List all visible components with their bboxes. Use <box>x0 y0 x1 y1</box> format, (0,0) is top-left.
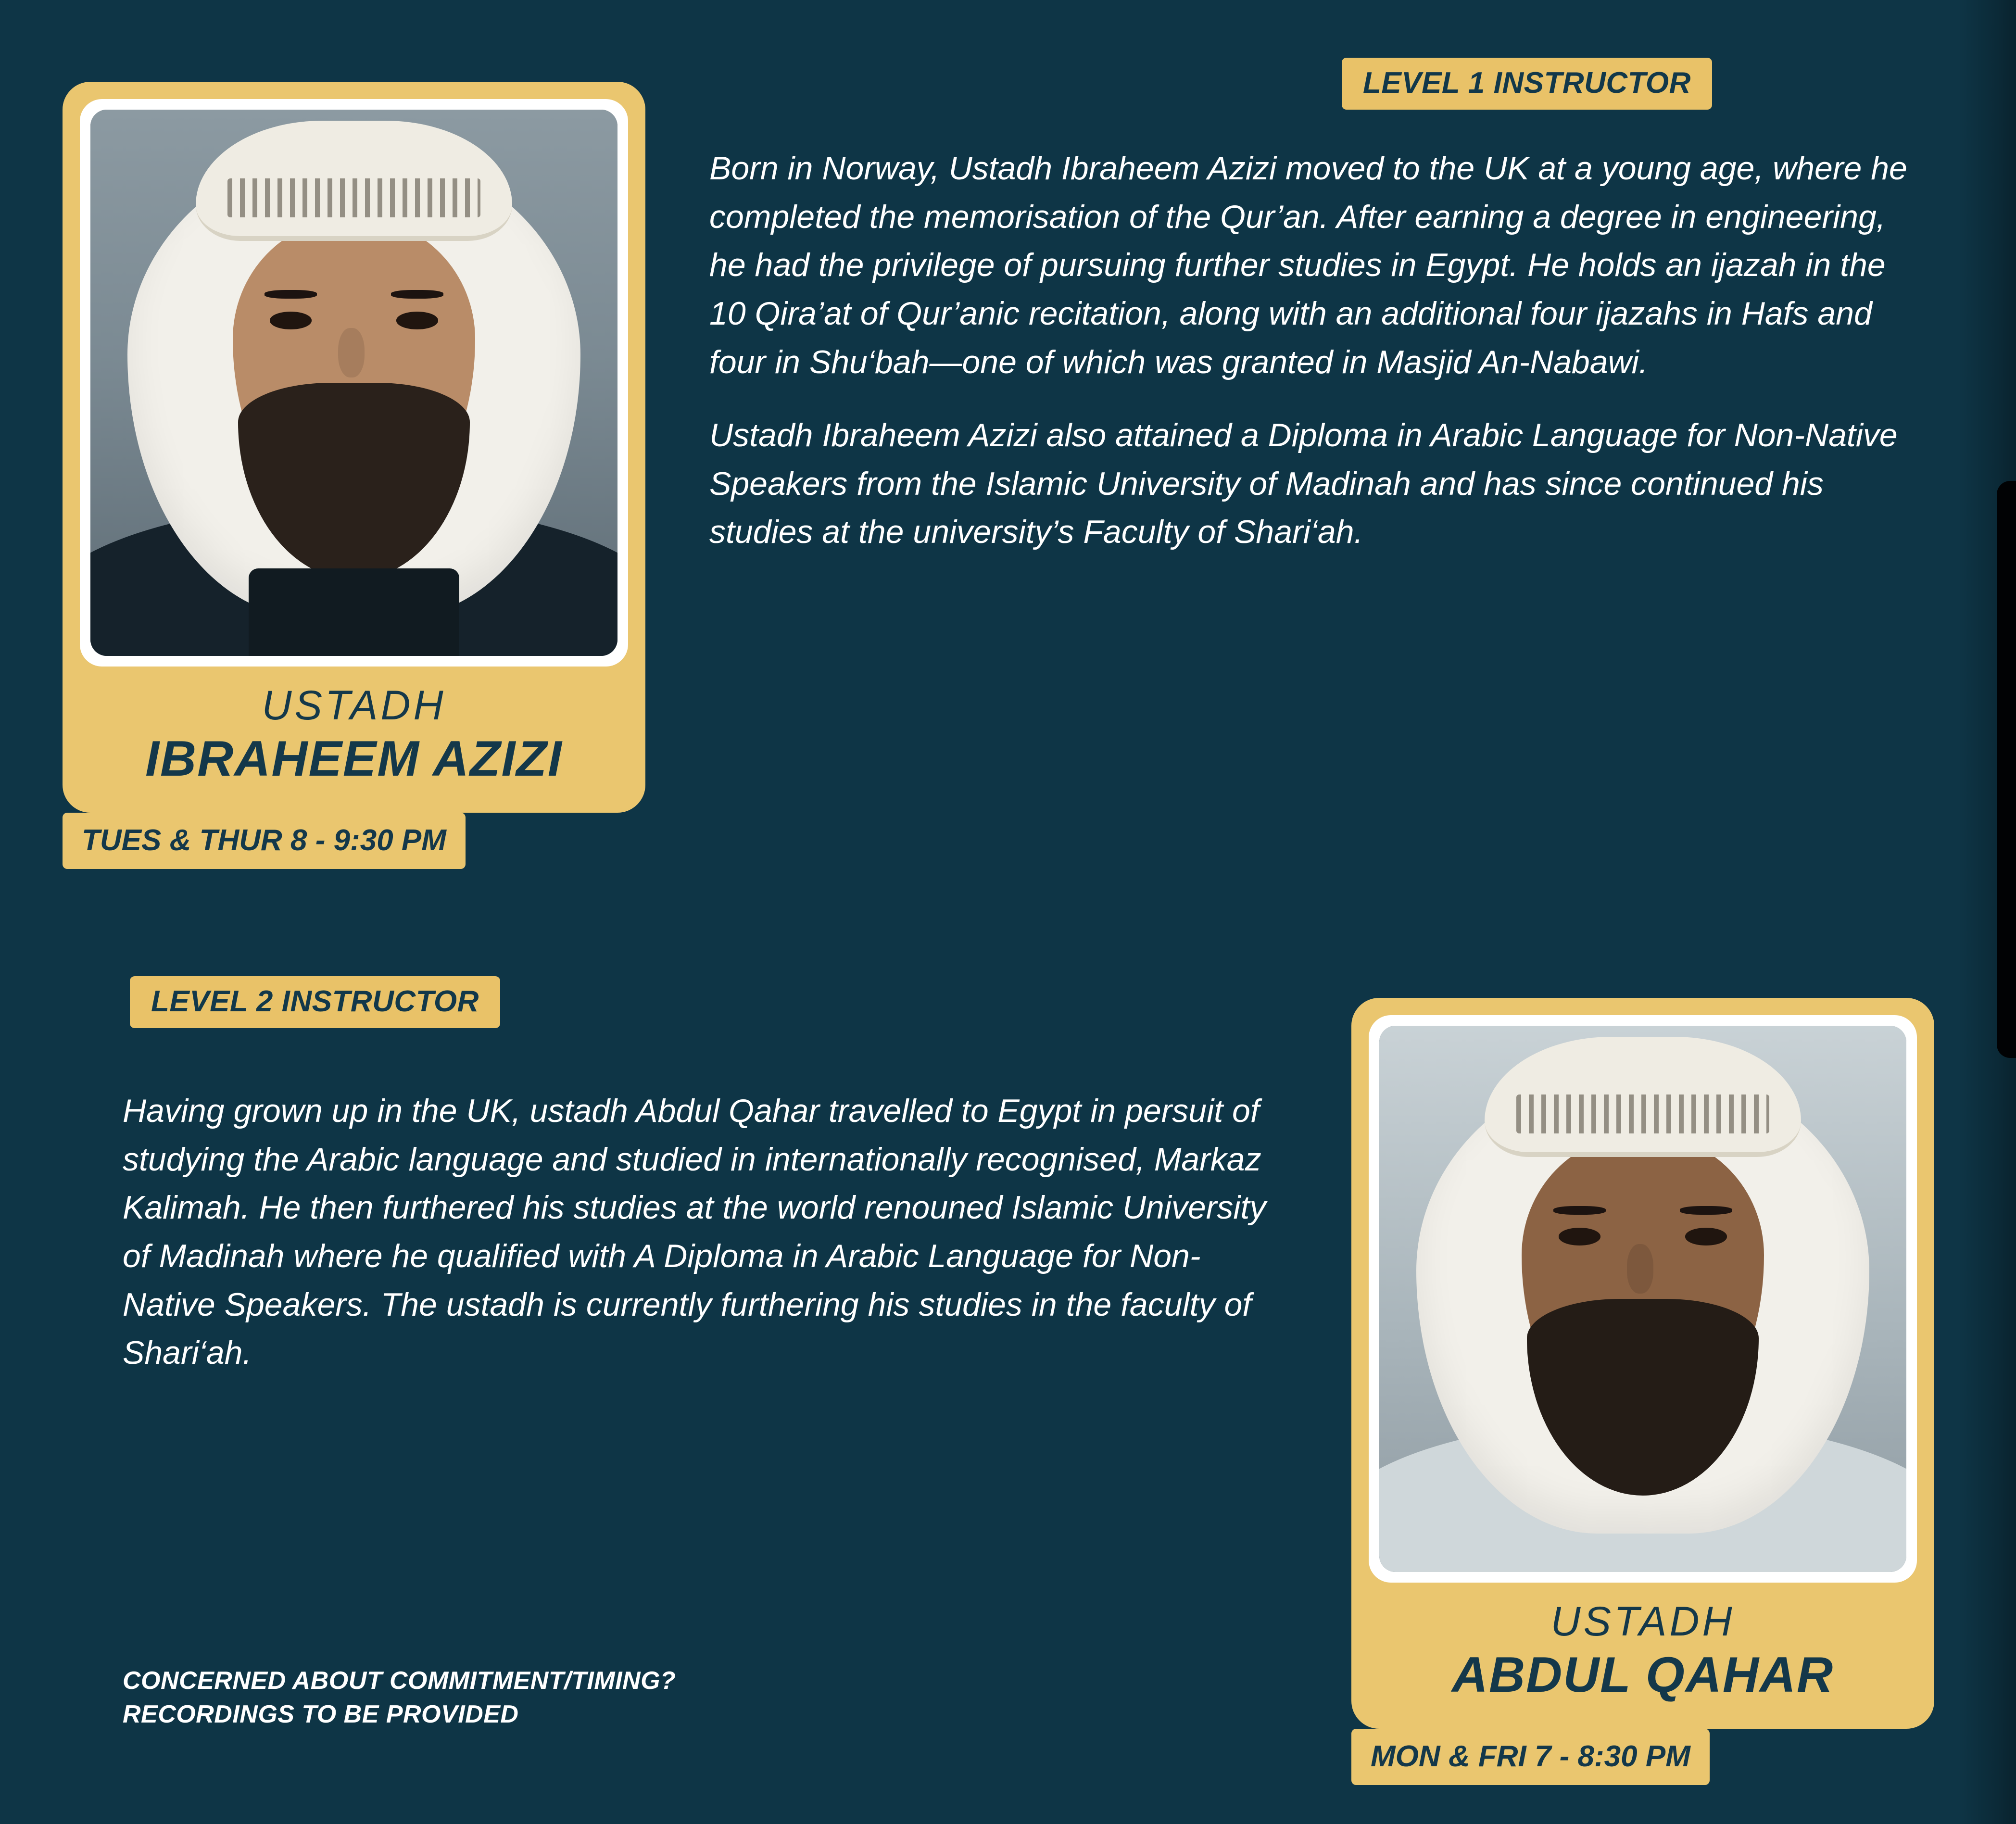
portrait-ibraheem-azizi <box>90 110 617 656</box>
instructor-name-level-1: IBRAHEEM AZIZI <box>145 730 563 787</box>
nameplate-abdul-qahar <box>1369 1583 1917 1729</box>
level-1-badge: LEVEL 1 INSTRUCTOR <box>1342 58 1712 110</box>
bio-paragraph: Ustadh Ibraheem Azizi also attained a Diploma in Arabic Language for Non-Native Speakers from the Islamic University of Madinah and has since continued his studies at the university’s Faculty of Shari‘ah. <box>709 417 1898 551</box>
footnote-line-2: RECORDINGS TO BE PROVIDED <box>123 1700 519 1729</box>
schedule-pill-level-1: TUES & THUR 8 - 9:30 PM <box>63 813 466 869</box>
bio-level-1 <box>709 144 1931 556</box>
bio-level-2 <box>123 1087 1277 1377</box>
instructor-card-level-1 <box>63 82 645 813</box>
bio-paragraph: Having grown up in the UK, ustadh Abdul Qahar travelled to Egypt in persuit of studying the Arabic language and studied in internationally recognised, Markaz Kalimah. He then furthered his studies at the world renouned Islamic University of Madinah where he qualified with A Diploma in Arabic Language for Non-Native Speakers. The ustadh is currently furthering his studies in the faculty of Shari‘ah. <box>123 1093 1266 1371</box>
instructor-title-level-2: USTADH <box>1550 1598 1735 1645</box>
instructor-name-level-2: ABDUL QAHAR <box>1451 1647 1834 1703</box>
footnote-line-1: CONCERNED ABOUT COMMITMENT/TIMING? <box>123 1667 676 1695</box>
instructor-card-level-2 <box>1351 998 1934 1729</box>
photo-frame-abdul-qahar <box>1369 1015 1917 1583</box>
schedule-pill-level-2: MON & FRI 7 - 8:30 PM <box>1351 1729 1710 1785</box>
nameplate-ibraheem-azizi <box>80 667 628 813</box>
portrait-abdul-qahar <box>1379 1026 1906 1572</box>
photo-frame-ibraheem-azizi <box>80 99 628 667</box>
instructor-title-level-1: USTADH <box>262 682 446 729</box>
footnote <box>123 1664 1181 1731</box>
level-2-badge: LEVEL 2 INSTRUCTOR <box>130 976 500 1028</box>
bio-paragraph: Born in Norway, Ustadh Ibraheem Azizi moved to the UK at a young age, where he completed the memorisation of the Qur’an. After earning a degree in engineering, he had the privilege of pursuing further studies in Egypt. He holds an ijazah in the 10 Qira’at of Qur’anic recitation, along with an additional four ijazahs in Hafs and four in Shu‘bah—one of which was granted in Masjid An-Nabawi. <box>709 150 1907 380</box>
edge-notch-decoration <box>1997 481 2016 1058</box>
